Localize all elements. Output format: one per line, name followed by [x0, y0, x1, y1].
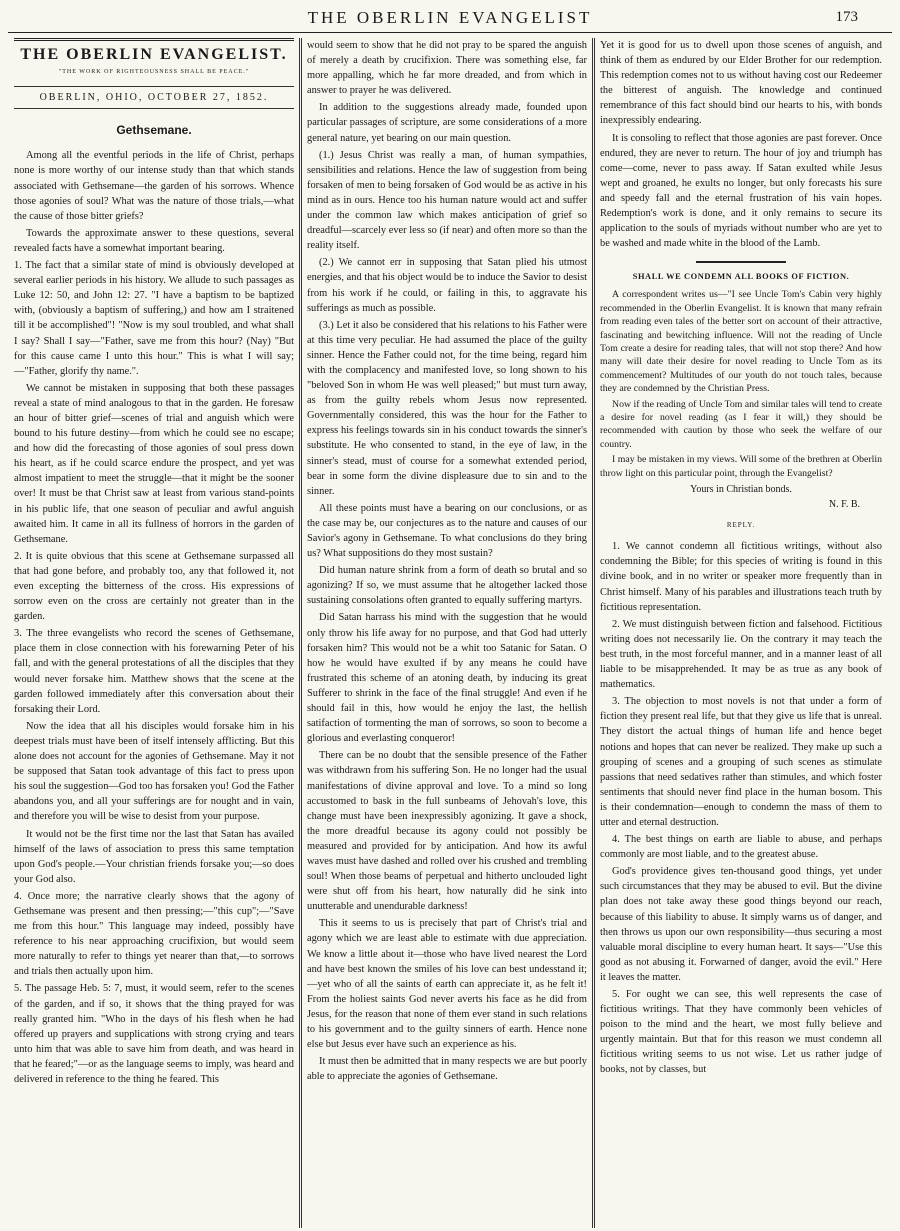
- paragraph: There can be no doubt that the sensible presence of the Father was withdrawn from his suffering Son. He no longer had the usual manifestations of divine approval and love. To a mind so long accustomed to bask in the full sunbeams of Jehovah's love, this change must have been inexpressibly agonizing. It gave a shock, the more dreadful because its agony could not possibly be measured and provided for by anticipation. And how its awful waves must have dashed and rolled over his crushed and trembling soul! When those beams of perpetual and hitherto unclouded light were shut off from his heart, how naturally did he sink into unutterable and unendurable darkness!: [307, 750, 587, 913]
- paragraph: Among all the eventful periods in the life of Christ, perhaps none is more worthy of our intense study than that which stands associated with Gethsemane—the garden of his sorrows. Whence those agonies of soul? What was the nature of those trials,—what the cause of those bitter griefs?: [14, 150, 294, 222]
- reply-paragraph: 5. For ought we can see, this well represents the case of fictitious writings. That they have commonly been vehicles of poison to the mind and the heart, we most fully believe and urgently maintain. But that for this reason we must condemn all fictitious writing seems to us not wise. Let us rather judge of books, not by classes, but: [600, 989, 882, 1076]
- reply-paragraph: 3. The objection to most novels is not that under a form of fiction they present real life, but that they give us life that is unreal. They distort the actual things of human life and hence beget notions and hopes that can never be realized. They make up such a grouping of scenes and a grouping of such scenes as stimulate passions that need sedatives rather than stimules, and which foster sentiments that should never find place in the human bosom. This is their condemnation—enough to condemn the mass of them to utter and eternal destruction.: [600, 696, 882, 828]
- paragraph: Now the idea that all his disciples would forsake him in his deepest trials must have been of itself intensely afflicting. But this alone does not account for the agonies of Gethsemane. May it not be supposed that Satan took advantage of this fact to press upon his soul the suggestion—God too has forsaken you! God the Father abandons you, and all your sufferings are for nought and in vain, and therefore you will be wise to desist from your purpose.: [14, 720, 294, 823]
- article-divider: [696, 261, 786, 263]
- dateline: OBERLIN, OHIO, OCTOBER 27, 1852.: [14, 86, 294, 109]
- paragraph: All these points must have a bearing on our conclusions, or as the case may be, our conjectures as to the nature and causes of our Savior's agony in Gethsemane. To what conclusions do they bring us? What suppositions do they most sustain?: [307, 502, 587, 560]
- paragraph: It is consoling to reflect that those agonies are past forever. Once endured, they are never to return. The hour of joy and triumph has come—come, never to pass away. If Satan exulted while Jesus wept and groaned, he exults no longer, but only forecasts his sure and speedy fall and the eternal frustration of his vain hopes. Redemption's work is done, and it only remains to secure its application to the souls of myriads without number who are yet to be washed and made white in the blood of the Lamb.: [600, 132, 882, 250]
- running-title: THE OBERLIN EVANGELIST: [307, 8, 593, 27]
- letter-signature: N. F. B.: [828, 499, 860, 511]
- letter-paragraph: A correspondent writes us—"I see Uncle Tom's Cabin very highly recommended in the Oberlin Evangelist. It is known that many refrain from reading even tales of the better sort on account of their attractive, fascinating and bewitching influence. Will not the reading of Uncle Tom create a desire for reading tales, that will not stop there? And how many will date their desire for novel reading to Uncle Tom as its commencement? Multitudes of our youth do not touch tales, because they are condemned by the Christian Press.: [600, 289, 882, 395]
- column-divider: [299, 38, 302, 1228]
- masthead-title: THE OBERLIN EVANGELIST.: [20, 46, 288, 63]
- paragraph: Yet it is good for us to dwell upon those scenes of anguish, and think of them as endured by our Elder Brother for our redemption. This redemption comes not to us without having cost our Redeemer the bitterest of anguish. The knowledge and continued remembrance of this fact should bind our hearts to his, with bonds inexpressibly endearing.: [600, 40, 882, 127]
- reply-paragraph: 2. We must distinguish between fiction and falsehood. Fictitious writing does not necessarily lie. On the contrary it may teach the best truth, in the most forceful manner, and in a manner least of all liable to be misapprehended. It may be as true as any book of mathematics.: [600, 618, 882, 691]
- paragraph: (2.) We cannot err in supposing that Satan plied his utmost energies, and that his object would be to induce the Savior to desist from his work if he could, or failing in this, to aggravate his sufferings as much as possible.: [307, 257, 587, 314]
- letter-paragraph: I may be mistaken in my views. Will some of the brethren at Oberlin throw light on this particular point, through the Evangelist?: [600, 454, 882, 479]
- paragraph: This it seems to us is precisely that part of Christ's trial and agony which we are least able to estimate with due appreciation. We know a little about it—those who have lived nearest the Lord and have best known the smiles of his love can best undesstand it;—yet who of all the saints of earth can appreciate it, as he felt it! From the holiest saints God never averts his face as he did from Jesus, for the reason that none of them ever stand in such relations to his government and to the guilty sinners of earth. Hence none else but Jesus ever have such an experience as his.: [307, 918, 587, 1051]
- correspondent-letter: [600, 288, 882, 512]
- header-rule: [8, 32, 892, 33]
- column-1: [14, 38, 294, 1228]
- paragraph: 3. The three evangelists who record the scenes of Gethsemane, place them in close connection with his forewarning Peter of his fall, and with the general protestations of all the disciples that they would never forsake him. Matthew shows that the scene at the garden followed immediately after this conversation about their forsaking their Lord.: [14, 628, 294, 715]
- paragraph: 5. The passage Heb. 5: 7, must, it would seem, refer to the scenes of the garden, and if so, it shows that the thing prayed for was really granted him. "Who in the days of his flesh when he had offered up prayers and supplications with strong crying and tears unto him that was able to save him from death, and was heard in that he feared;"—or as the language seems to imply, was heard and delivered in reference to the thing he feared. This: [14, 983, 294, 1085]
- reply-paragraph: 1. We cannot condemn all fictitious writings, without also condemning the Bible; for this species of writing is found in this divine book, and in no writer or speaker more frequently than in Christ himself. Many of his parables and illustrations teach truth by fictitious representation.: [600, 541, 882, 613]
- article-title-gethsemane: Gethsemane.: [116, 123, 192, 138]
- running-head: [0, 6, 900, 32]
- article-title-fiction: SHALL WE CONDEMN ALL BOOKS OF FICTION.: [632, 272, 850, 282]
- paragraph: Towards the approximate answer to these questions, several revealed facts have a somewhat important bearing.: [14, 227, 294, 254]
- paragraph: It must then be admitted that in many respects we are but poorly able to appreciate the agonies of Gethsemane.: [307, 1056, 587, 1083]
- reply-paragraph: God's providence gives ten-thousand good things, yet under such circumstances that they may be abused to evil. But the divine plan does not take away these good things beyond our reach, because of this liability to abuse. It simply warns us of danger, and then throws us upon our own responsibility—thus securing a most valuable moral discipline to every human heart. It says—"Use this good as not abusing it. Forwarned of danger, avoid the evil." Here it leaves the matter.: [600, 866, 882, 983]
- column-2: [307, 38, 587, 1228]
- reply-paragraph: 4. The best things on earth are liable to abuse, and perhaps commonly are most liable, and to the greatest abuse.: [600, 834, 882, 861]
- paragraph: 2. It is quite obvious that this scene at Gethsemane surpassed all that had gone before, and probably too, any that followed it, not even excepting the bitterness of the cross. His expressions of sorrow even on the cross are certainly not greater than in the garden.: [14, 550, 294, 623]
- paragraph: Did human nature shrink from a form of death so brutal and so agonizing? If so, we must assume that he altogether lacked those sustaining consolations often granted to equally suffering martyrs.: [307, 565, 587, 607]
- masthead: [14, 38, 294, 109]
- paragraph: It would not be the first time nor the last that Satan has availed himself of the laws of association to press this same temptation upon God's people.—Your christian friends forsake you;—so does your God also.: [14, 828, 294, 885]
- masthead-motto: "THE WORK OF RIGHTEOUSNESS SHALL BE PEACE.": [58, 69, 250, 76]
- paragraph: Did Satan harrass his mind with the suggestion that he would only throw his life away for no purpose, and that God had utterly forsaken him? This would not be a whit too Satanic for Satan. O how he would have exulted if by any means he could have frustrated this scheme of an atoning death, by inducing its great Sufferer to shrink in the face of the final struggle! And even if he should fail in this, how would he enjoy the last, the hellish satifaction of tormenting the man of sorrows, so soon to become a glorious and everlasting conqueror!: [307, 612, 587, 745]
- column-3: [600, 38, 882, 1228]
- letter-paragraph: Now if the reading of Uncle Tom and similar tales will tend to create a desire for novel reading (as I fear it will,) they should be recommended with caution by those who seek the welfare of our country.: [600, 398, 882, 450]
- reply-label: REPLY.: [726, 521, 756, 530]
- paragraph: would seem to show that he did not pray to be spared the anguish of merely a death by crucifixion. There was something else, far more appalling, which he far more dreaded, and from which in answer to prayer he was delivered.: [307, 40, 587, 97]
- paragraph: (3.) Let it also be considered that his relations to his Father were at this time very peculiar. He had assumed the place of the guilty sinner. Hence the Father could not, for the time being, regard him with the complacency and manifested love, so long shown to his "beloved Son in whom He was well pleased;" but must turn away, as from the guilty rebels whom Jesus now represented. Governmentally considered, this was the hour for the Father to express his feelings towards sin in his conduct towards the sinner's substitute. He who consented to stand, in the eye of law, in the sinner's stead, must of course for a somewhat extended period, bear in some form the divine displeasure due to sin and to the sinner.: [307, 319, 587, 497]
- column-divider: [592, 38, 595, 1228]
- paragraph: We cannot be mistaken in supposing that both these passages reveal a state of mind analogous to that in the garden. He foresaw an hour of bitter grief—scenes of trial and anguish which were bound to his future destiny—from which he could see no escape; and how did the forecasting of those agonies of soul press down his heart, as if he could scarce endure the prospect, and yet was almost impatient to meet the struggle—that it might be the sooner over! It must be that Christ saw at least from various stand-points in his public life, that one season of peculiar and awful anguish awaited him. It came in all its fullness of horrors in the garden of Gethsemane.: [14, 382, 294, 545]
- paragraph: 4. Once more; the narrative clearly shows that the agony of Gethsemane was present and then pressing;—"this cup";—"Save me from this hour." This language may indeed, possibly have reference to his near approaching crucifixion, but would seem more naturally to refer to things yet nearer than that,—to sorrows and trials then actually upon him.: [14, 890, 294, 978]
- letter-closing: Yours in Christian bonds.: [690, 484, 792, 495]
- paragraph: (1.) Jesus Christ was really a man, of human sympathies, sensibilities and relations. Hence the law of suggestion from being forsaken of men to being forsaken of God would be as active in his mind as in ours. Hence too his human nature would act and suffer under the common law which makes anticipation of grief so dreadful—scarcely ever less so (if near) and often more so than the reality itself.: [307, 149, 587, 252]
- paragraph: In addition to the suggestions already made, founded upon particular passages of scripture, are some considerations of a more general nature, yet bearing on our main question.: [307, 102, 587, 144]
- paragraph: 1. The fact that a similar state of mind is obviously developed at several earlier periods in his history. We allude to such passages as Luke 12: 50, and John 12: 27. "I have a baptism to be baptized with, (obviously a baptism of suffering,) and how am I straitened till it be accomplished"! "Now is my soul troubled, and what shall I say? Shall I say—"Father, save me from this hour? (Nay) "But for this cause came I unto this hour." This is what I will say;—"Father, glorify thy name.".: [14, 260, 294, 377]
- page-number: 173: [835, 9, 858, 25]
